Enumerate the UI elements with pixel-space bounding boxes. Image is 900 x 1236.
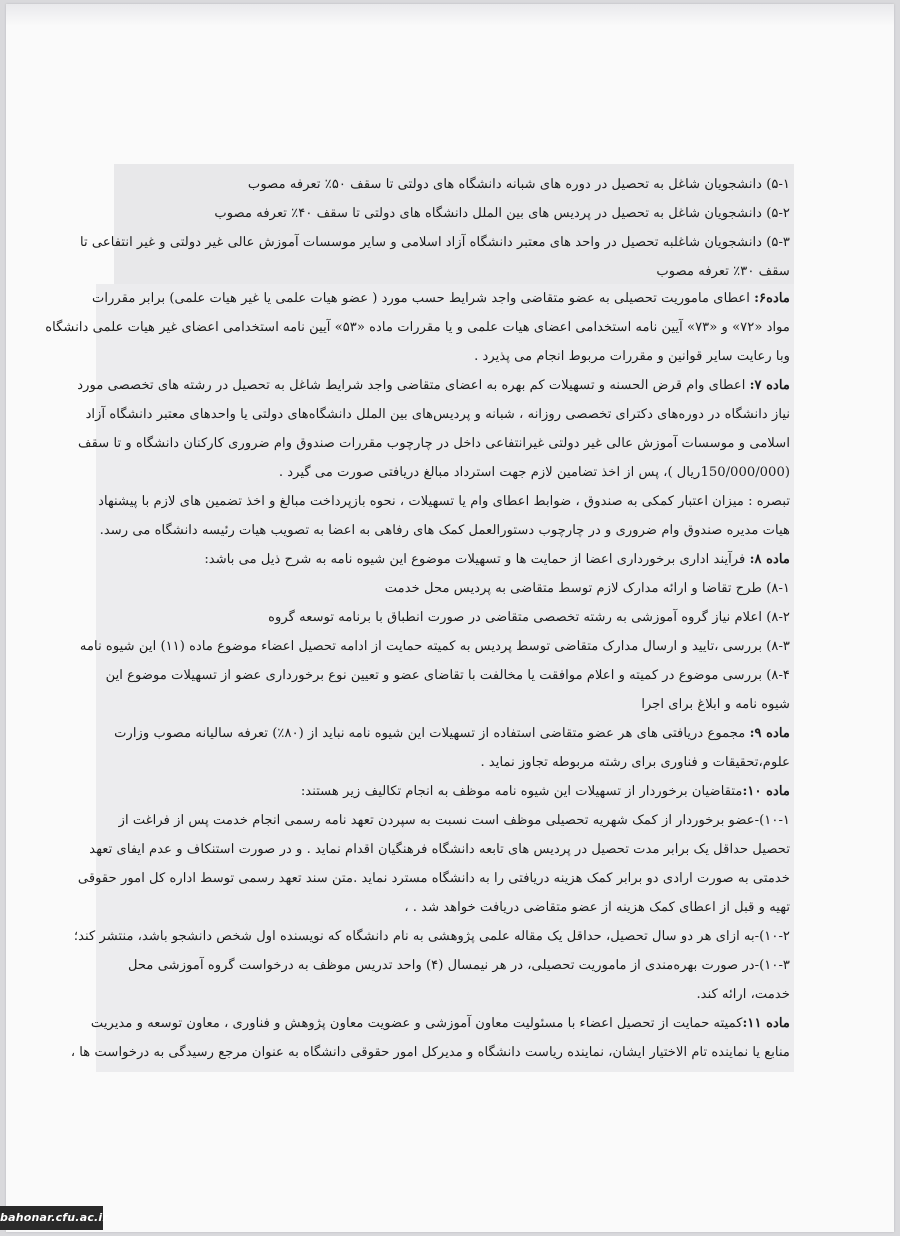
article-heading-line bbox=[100, 777, 790, 806]
article-text: ۸-۱) طرح تقاضا و ارائه مدارک لازم توسط متقاضی به پردیس محل خدمت bbox=[384, 581, 790, 596]
intro-block bbox=[80, 170, 790, 286]
clause-line: ۵-۲) دانشجویان شاغل به تحصیل در پردیس های بین الملل دانشگاه های دولتی تا سقف ۴۰٪ تعرفه مصوب bbox=[214, 206, 790, 221]
clause-line: سقف ۳۰٪ تعرفه مصوب bbox=[656, 264, 790, 279]
article-text: تبصره : میزان اعتبار کمکی به صندوق ، ضوابط اعطای وام یا تسهیلات ، نحوه بازپرداخت مبالغ و اخذ تضمین های لازم با پیشنهاد bbox=[98, 494, 790, 509]
article-number: ماده ۹: bbox=[749, 726, 790, 741]
article-line bbox=[100, 342, 790, 371]
article-line bbox=[100, 806, 790, 835]
article-text: فرآیند اداری برخورداری اعضا از حمایت ها و تسهیلات موضوع این شیوه نامه به شرح ذیل می باشد: bbox=[204, 552, 750, 567]
article-text: وبا رعایت سایر قوانین و مقررات مربوط انجام می پذیرد . bbox=[474, 349, 790, 364]
article-text: علوم،تحقیقات و فناوری برای رشته مربوطه تجاوز نماید . bbox=[480, 755, 790, 770]
article-line bbox=[100, 661, 790, 690]
article-line bbox=[85, 400, 790, 429]
article-text: هیات مدیره صندوق وام ضروری و در چارچوب دستورالعمل کمک های رفاهی به اعضا به تصویب هیات رئیسه دانشگاه می رسد. bbox=[99, 523, 790, 538]
article-text: مجموع دریافتی های هر عضو متقاضی استفاده از تسهیلات این شیوه نامه نباید از (۸۰٪) تعرفه سالیانه مصوب وزارت bbox=[114, 726, 750, 741]
article-line bbox=[100, 603, 790, 632]
article-number: ماده ۸: bbox=[749, 552, 790, 567]
article-line bbox=[100, 951, 790, 980]
article-text: منابع یا نماینده تام الاختیار ایشان، نماینده ریاست دانشگاه و مدیرکل امور حقوقی دانشگاه به عنوان مرجع رسیدگی به درخواست ها ، bbox=[70, 1045, 790, 1060]
article-text: خدمت، ارائه کند. bbox=[696, 987, 790, 1002]
article-number: ماده ۷: bbox=[749, 378, 790, 393]
article-text: شیوه نامه و ابلاغ برای اجرا bbox=[641, 697, 790, 712]
article-text: کمیته حمایت از تحصیل اعضاء با مسئولیت معاون آموزشی و عضویت معاون پژوهش و فناوری ، معاون توسعه و مدیریت bbox=[90, 1016, 743, 1031]
article-line bbox=[45, 313, 790, 342]
article-line bbox=[77, 429, 790, 458]
article-text: مواد «۷۲» و «۷۳» آیین نامه استخدامی اعضای هیات علمی و یا مقررات ماده «۵۳» آیین نامه استخدامی اعضای غیر هیات علمی دانشگاه bbox=[45, 320, 790, 335]
site-watermark: bahonar.cfu.ac.ir bbox=[0, 1206, 103, 1230]
article-line bbox=[89, 835, 790, 864]
article-line bbox=[100, 516, 790, 545]
article-number: ماده ۱۱: bbox=[742, 1016, 790, 1031]
article-line bbox=[70, 1038, 790, 1067]
article-number: ماده ۱۰: bbox=[742, 784, 790, 799]
article-heading-line bbox=[100, 719, 790, 748]
article-text: اعطای وام قرض الحسنه و تسهیلات کم بهره به اعضای متقاضی واجد شرایط شاغل به تحصیل در رشته های تخصصی مورد bbox=[77, 378, 750, 393]
article-text: (150/000/000ریال )، پس از اخذ تضامین لازم جهت استرداد مبالغ دریافتی صورت می گیرد . bbox=[278, 465, 790, 480]
article-text: ۱۰-۱)-عضو برخوردار از کمک شهریه تحصیلی موظف است نسبت به سپردن تعهد نامه رسمی انجام خدمت پس از فراغت از bbox=[118, 813, 790, 828]
clause-line: ۵-۱) دانشجویان شاغل به تحصیل در دوره های شبانه دانشگاه های دولتی تا سقف ۵۰٪ تعرفه مصوب bbox=[247, 177, 790, 192]
article-heading-line bbox=[100, 545, 790, 574]
article-text: ۸-۳) بررسی ،تایید و ارسال مدارک متقاضی توسط پردیس به کمیته حمایت از ادامه تحصیل اعضاء موضوع ماده (۱۱) این شیوه نامه bbox=[79, 639, 790, 654]
article-text: خدمتی به صورت ارادی دو برابر کمک هزینه دریافتی را به دانشگاه مسترد نماید .متن سند تعهد رسمی توسط اداره کل امور حقوقی bbox=[77, 871, 790, 886]
article-heading-line bbox=[77, 371, 790, 400]
article-line bbox=[100, 574, 790, 603]
article-text: اعطای ماموریت تحصیلی به عضو متقاضی واجد شرایط حسب مورد ( عضو هیات علمی یا غیر هیات علمی) برابر مقررات bbox=[91, 291, 755, 306]
article-heading-line bbox=[90, 1009, 790, 1038]
article-line bbox=[100, 980, 790, 1009]
article-text: اسلامی و موسسات آموزش عالی غیر دولتی غیرانتفاعی داخل در چارچوب مقررات صندوق وام ضروری کارکنان دانشگاه و تا سقف bbox=[77, 436, 790, 451]
article-line bbox=[100, 487, 790, 516]
article-line bbox=[100, 458, 790, 487]
article-line bbox=[100, 748, 790, 777]
article-heading-line bbox=[91, 284, 790, 313]
article-text: تهیه و قبل از اعطای کمک هزینه از عضو متقاضی دریافت خواهد شد . ، bbox=[404, 900, 790, 915]
article-line bbox=[100, 893, 790, 922]
article-line bbox=[100, 690, 790, 719]
article-text: ۱۰-۳)-در صورت بهره‌مندی از ماموریت تحصیلی، در هر نیمسال (۴) واحد تدریس موظف به درخواست گروه آموزشی محل bbox=[127, 958, 790, 973]
article-text: ۸-۲) اعلام نیاز گروه آموزشی به رشته تخصصی متقاضی در صورت انطباق با برنامه توسعه گروه bbox=[268, 610, 790, 625]
article-number: ماده۶: bbox=[754, 291, 790, 306]
article-line bbox=[77, 864, 790, 893]
article-text: نیاز دانشگاه در دوره‌های دکترای تخصصی روزانه ، شبانه و پردیس‌های بین الملل دانشگاه‌های دولتی یا واحدهای معتبر دانشگاه آزاد bbox=[85, 407, 790, 422]
article-line bbox=[79, 632, 790, 661]
articles-block bbox=[45, 284, 790, 1067]
article-text: ۸-۴) بررسی موضوع در کمیته و اعلام موافقت یا مخالفت با تقاضای عضو و تعیین نوع برخورداری عضو از تسهیلات موضوع این bbox=[105, 668, 790, 683]
article-text: تحصیل حداقل یک برابر مدت تحصیل در پردیس های تابعه دانشگاه فرهنگیان اقدام نماید . و در صورت استنکاف و عدم ایفای تعهد bbox=[89, 842, 790, 857]
article-text: ۱۰-۲)-به ازای هر دو سال تحصیل، حداقل یک مقاله علمی پژوهشی به نام دانشگاه که نویسنده اول شخص دانشجو باشد، منتشر کند؛ bbox=[73, 929, 790, 944]
article-line bbox=[73, 922, 790, 951]
article-text: متقاضیان برخوردار از تسهیلات این شیوه نامه موظف به انجام تکالیف زیر هستند: bbox=[300, 784, 743, 799]
clause-line: ۵-۳) دانشجویان شاغلبه تحصیل در واحد های معتبر دانشگاه آزاد اسلامی و سایر موسسات آموزش عالی غیر دولتی و غیر انتفاعی تا bbox=[80, 235, 790, 250]
